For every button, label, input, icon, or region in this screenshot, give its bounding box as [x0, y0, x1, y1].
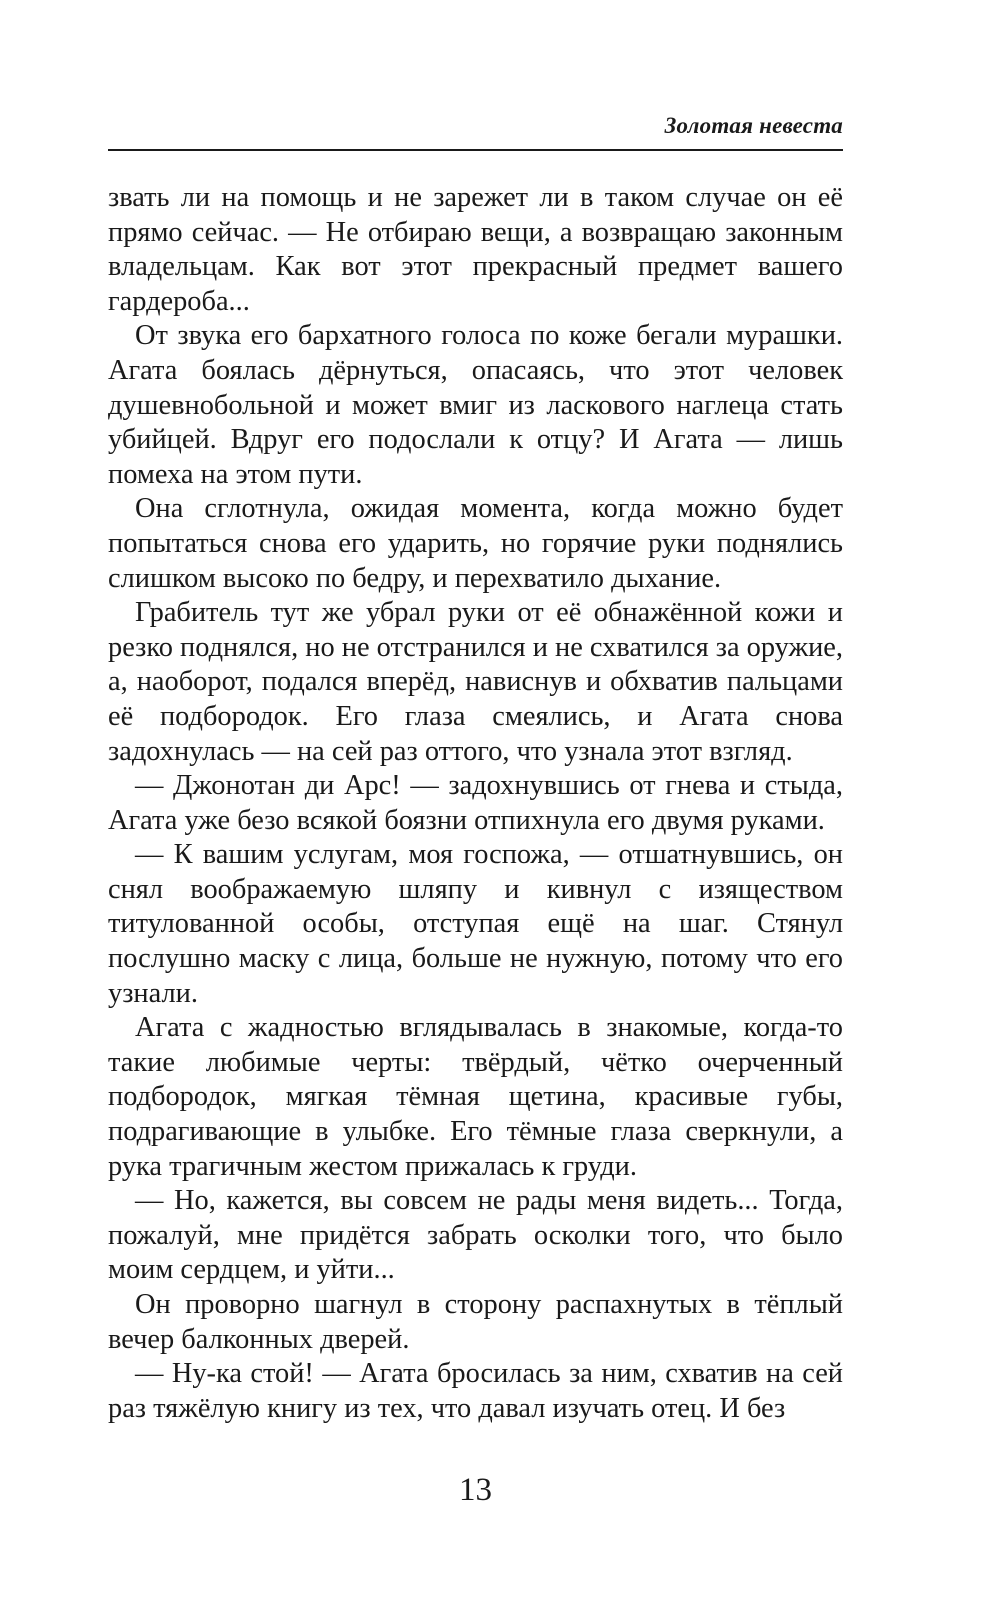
paragraph: — К вашим услугам, моя госпожа, — отшатнувшись, он снял воображаемую шляпу и кивнул с изяществом титулованной особы, отступая ещё на шаг. Стянул послушно маску с лица, больше не нужную, потому что его узнали. — [108, 839, 843, 1009]
paragraph: — Ну-ка стой! — Агата бросилась за ним, схватив на сей раз тяжёлую книгу из тех, что давал изучать отец. И без — [108, 1358, 843, 1424]
paragraph: От звука его бархатного голоса по коже бегали мурашки. Агата боялась дёрнуться, опасаясь, что этот человек душевнобольной и может вмиг из ласкового наглеца стать убийцей. Вдруг его подослали к отцу? И Агата — лишь помеха на этом пути. — [108, 320, 843, 490]
paragraph: звать ли на помощь и не зарежет ли в таком случае он её прямо сейчас. — Не отбираю вещи, а возвращаю законным владельцам. Как вот этот прекрасный предмет вашего гардероба... — [108, 182, 843, 317]
paragraph: Агата с жадностью вглядывалась в знакомые, когда-то такие любимые черты: твёрдый, чётко очерченный подбородок, мягкая тёмная щетина, красивые губы, подрагивающие в улыбке. Его тёмные глаза сверкнули, а рука трагичным жестом прижалась к груди. — [108, 1012, 843, 1182]
paragraph: — Но, кажется, вы совсем не рады меня видеть... Тогда, пожалуй, мне придётся забрать осколки того, что было моим сердцем, и уйти... — [108, 1185, 843, 1286]
paragraph: Он проворно шагнул в сторону распахнутых в тёплый вечер балконных дверей. — [108, 1289, 843, 1355]
header-rule — [108, 149, 843, 151]
body-text — [108, 181, 843, 1426]
paragraph: Она сглотнула, ожидая момента, когда можно будет попытаться снова его ударить, но горячие руки поднялись слишком высоко по бедру, и перехватило дыхание. — [108, 493, 843, 594]
paragraph: Грабитель тут же убрал руки от её обнажённой кожи и резко поднялся, но не отстранился и не схватился за оружие, а, наоборот, подался вперёд, нависнув и обхватив пальцами её подбородок. Его глаза смеялись, и Агата снова задохнулась — на сей раз оттого, что узнала этот взгляд. — [108, 597, 843, 767]
paragraph: — Джонотан ди Арс! — задохнувшись от гнева и стыда, Агата уже безо всякой боязни отпихнула его двумя руками. — [108, 770, 843, 836]
running-head: Золотая невеста — [664, 113, 843, 138]
page-number: 13 — [459, 1472, 492, 1508]
